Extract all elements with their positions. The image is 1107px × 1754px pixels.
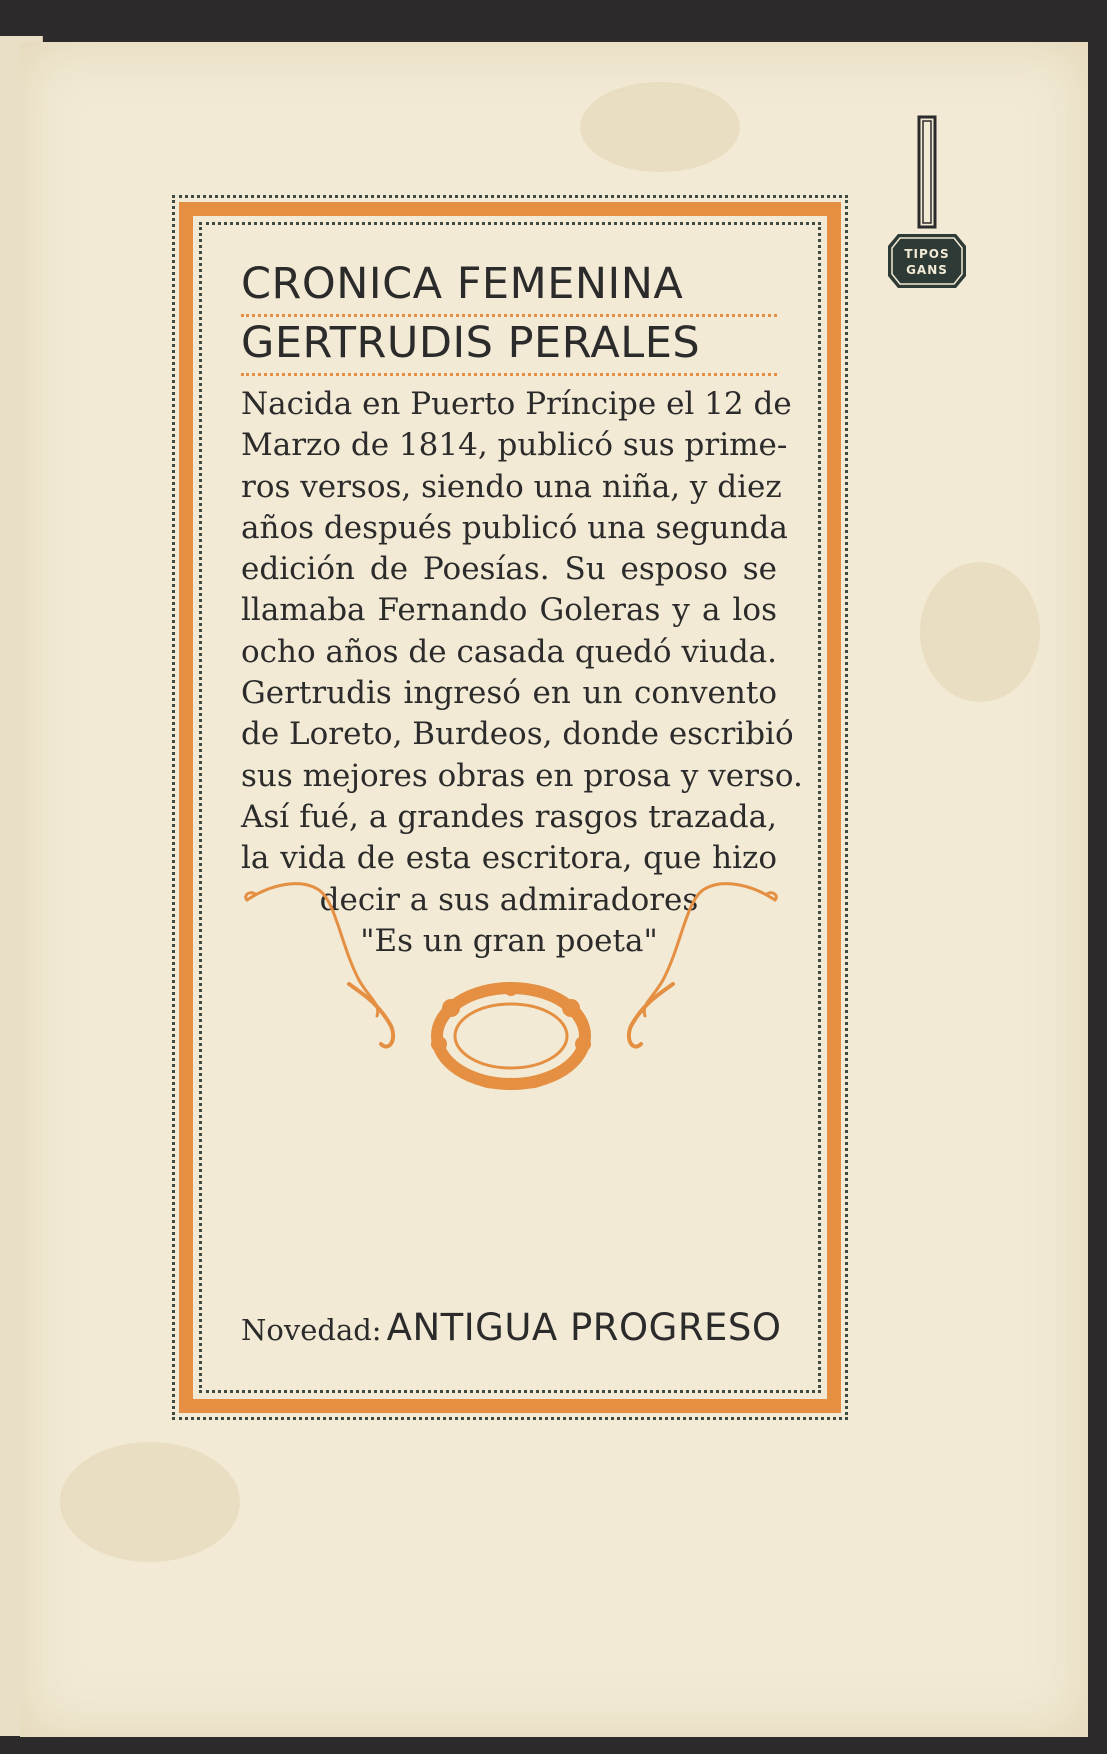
paper-stain — [580, 82, 740, 172]
wreath-ornament — [241, 876, 781, 1101]
body-line: llamaba Fernando Goleras y a los — [241, 592, 777, 629]
logo-text-gans: GANS — [906, 263, 948, 277]
footer-typeface-name: ANTIGUA PROGRESO — [386, 1306, 782, 1349]
closing-line-quote: "Es un gran poeta" — [360, 922, 658, 959]
body-line: la vida de esta escritora, que hizo — [241, 840, 777, 877]
heading-gertrudis-perales: GERTRUDIS PERALES — [241, 317, 777, 376]
body-line: Marzo de 1814, publicó sus prime- — [241, 427, 788, 464]
body-line: Gertrudis ingresó en un convento — [241, 675, 777, 712]
body-line: edición de Poesías. Su esposo se — [241, 551, 777, 588]
body-line: ros versos, siendo una niña, y diez — [241, 468, 782, 505]
body-line: de Loreto, Burdeos, donde escribió — [241, 716, 794, 753]
body-line: años después publicó una segunda — [241, 509, 788, 546]
heading-cronica-femenina: CRONICA FEMENINA — [241, 258, 777, 317]
article-body — [241, 384, 803, 880]
paper-stain — [920, 562, 1040, 702]
logo-text-tipos: TIPOS — [904, 247, 950, 261]
tipos-gans-logo — [886, 113, 968, 299]
closing-line-admiradores: decir a sus admiradores — [319, 881, 699, 918]
paper-stain — [60, 1442, 240, 1562]
body-line: Nacida en Puerto Príncipe el 12 de — [241, 386, 792, 422]
body-line: ocho años de casada quedó viuda. — [241, 633, 777, 670]
footer-label: Novedad: — [241, 1313, 382, 1347]
article-content — [241, 258, 803, 962]
body-line: sus mejores obras en prosa y verso. — [241, 757, 803, 794]
body-line: Así fué, a grandes rasgos trazada, — [241, 798, 777, 835]
footer-novedad — [241, 1306, 782, 1349]
